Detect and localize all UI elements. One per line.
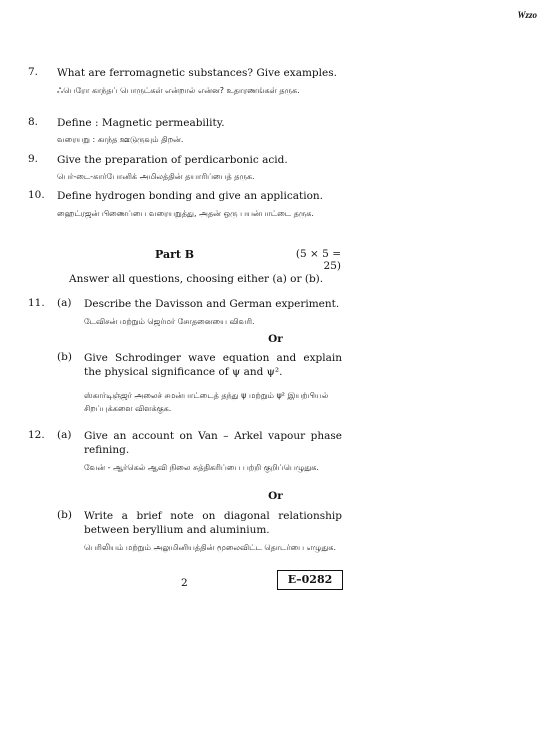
option-b bbox=[84, 351, 342, 415]
option-b-text-en: Write a brief note on diagonal relationship between beryllium and aluminium. bbox=[84, 510, 342, 536]
page-number: 2 bbox=[181, 577, 188, 589]
exam-code-box: E–0282 bbox=[277, 570, 343, 590]
option-b bbox=[84, 509, 342, 554]
option-b-text-ta: ஸ்கார்டிஞ்ஜர் அலைச் சமன்பாட்டைத் தந்து ψ மற்றும் ψ² இயற்பியல் சிறப்புக்களை விளக்குக. bbox=[84, 391, 329, 413]
option-a-text-ta: வேன் - ஆர்கெல் ஆவி நிலை சுத்திகரிப்பை பற்றி குறிப்பெழுதுக. bbox=[84, 463, 319, 472]
option-a bbox=[84, 297, 342, 328]
option-a bbox=[84, 429, 342, 474]
question-body bbox=[57, 189, 342, 220]
question-text-en: Define hydrogen bonding and give an application. bbox=[57, 190, 324, 202]
part-b-title: Part B bbox=[155, 248, 195, 261]
question-text-ta: பெர்-டை-கார்போனிக் அமிலத்தின் தயாரிப்பைத் தருக. bbox=[57, 172, 255, 181]
question-number: 9. bbox=[28, 153, 39, 165]
option-a-label: (a) bbox=[57, 429, 72, 441]
question-text-en: What are ferromagnetic substances? Give examples. bbox=[57, 67, 337, 79]
question-number: 10. bbox=[28, 189, 45, 201]
question-body bbox=[57, 153, 342, 183]
question-number: 8. bbox=[28, 116, 39, 128]
question-number: 7. bbox=[28, 66, 39, 78]
part-b-instruction: Answer all questions, choosing either (a) or (b). bbox=[69, 273, 324, 285]
question-number: 12. bbox=[28, 429, 45, 441]
option-a-text-ta: டேவிசன் மற்றும் ஜெர்மர் சோதனையை விவரி. bbox=[84, 317, 255, 326]
question-text-ta: ஃபெரோ காந்தப் பொருட்கள் என்றால் என்ன? உதாரணங்கள் தருக. bbox=[57, 86, 300, 95]
option-b-text-ta: பெரிலியம் மற்றும் அலுமினியத்தின் மூலைவிட்ட தொடர்பை எழுதுக. bbox=[84, 543, 337, 552]
question-text-ta: ஹைட்ரஜன் பிணைப்பை வரையறுத்து, அதன் ஒரு பயன்பாட்டை தருக. bbox=[57, 209, 314, 218]
corner-mark: Wzzo bbox=[517, 10, 537, 20]
option-b-label: (b) bbox=[57, 509, 72, 521]
or-divider: Or bbox=[268, 333, 283, 345]
part-b-marks: (5 × 5 = 25) bbox=[295, 248, 341, 272]
question-body bbox=[57, 116, 342, 146]
question-text-en: Give the preparation of perdicarbonic acid. bbox=[57, 154, 288, 166]
option-a-label: (a) bbox=[57, 297, 72, 309]
question-text-en: Define : Magnetic permeability. bbox=[57, 117, 225, 129]
option-b-text-en: Give Schrodinger wave equation and explain the physical significance of ψ and ψ². bbox=[84, 352, 342, 378]
question-number: 11. bbox=[28, 297, 45, 309]
option-a-text-en: Give an account on Van – Arkel vapour phase refining. bbox=[84, 430, 342, 456]
question-text-ta: வரையறு : காந்த ஊடுருவும் திறன். bbox=[57, 135, 184, 144]
or-divider: Or bbox=[268, 490, 283, 502]
option-b-label: (b) bbox=[57, 351, 72, 363]
question-body bbox=[57, 66, 342, 97]
option-a-text-en: Describe the Davisson and German experiment. bbox=[84, 298, 340, 310]
